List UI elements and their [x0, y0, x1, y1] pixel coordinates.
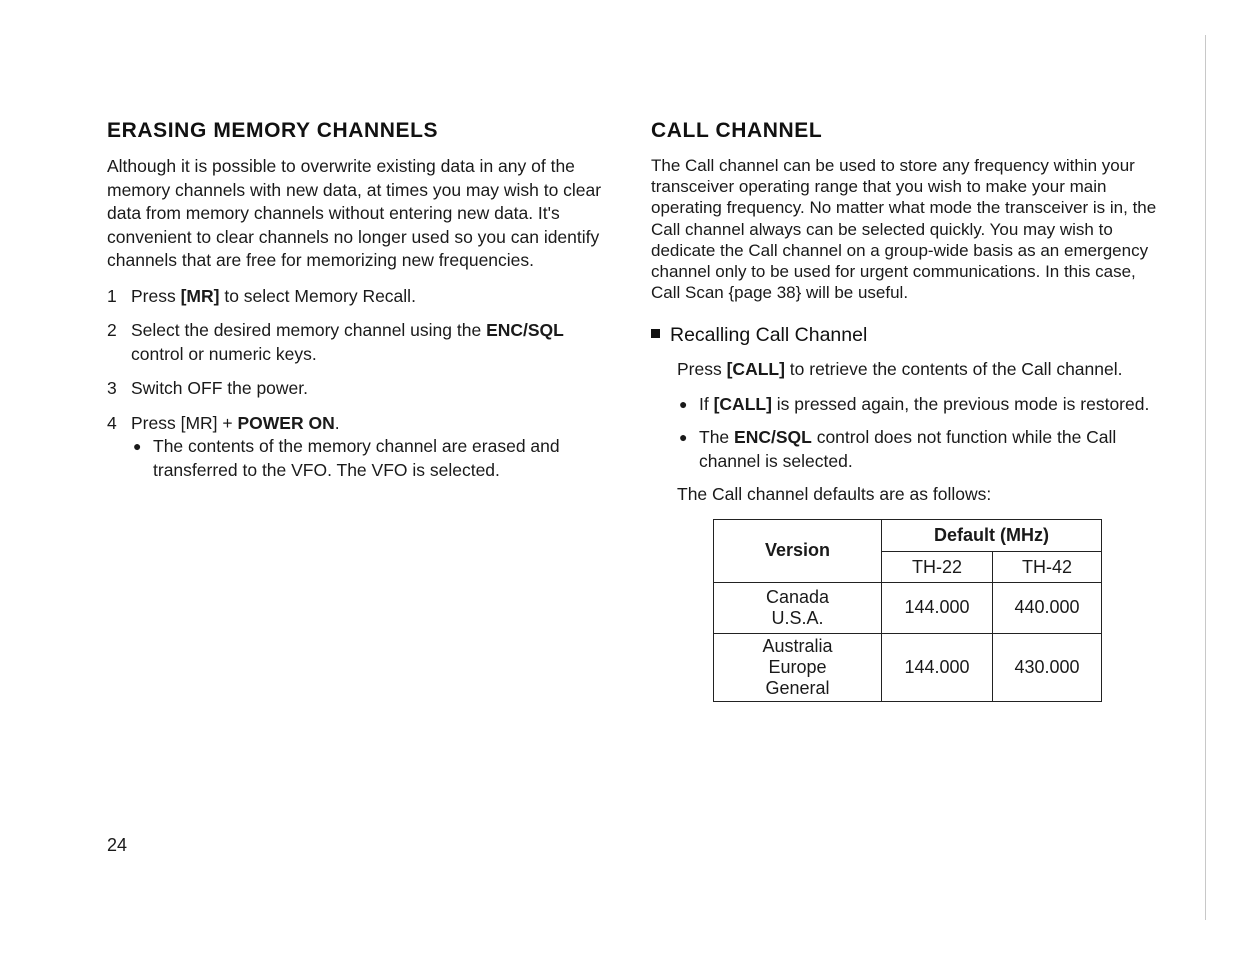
step4-bullet-list — [131, 435, 612, 482]
erasing-steps-list — [107, 285, 612, 483]
table-row — [714, 633, 1102, 701]
call-intro-paragraph: The Call channel can be used to store any frequency within your transceiver operating range that you wish to make your main operating frequency. No matter what mode the transceiver is in, the Call channel always can be selected quickly. You may wish to dedicate the Call channel on a group-wide basis as an emergency channel only to be used for urgent communications. In this case, Call Scan {page 38} will be useful. — [651, 156, 1157, 303]
version-header: Version — [714, 519, 882, 582]
step-item: 4 Press [MR] + POWER ON. ● The contents of the memory channel are erased and transferred to the VFO. The VFO is selected. — [107, 412, 612, 483]
section-heading-erasing: ERASING MEMORY CHANNELS — [107, 119, 439, 142]
model-header-a: TH-22 — [882, 552, 993, 582]
step-number: 3 — [107, 378, 117, 398]
bullet-dot-icon: ● — [133, 438, 142, 454]
subheading-recalling: Recalling Call Channel — [651, 323, 1161, 348]
call-defaults-table — [713, 519, 1102, 702]
key-label: ENC/SQL — [734, 427, 812, 448]
step-item: 2 Select the desired memory channel using the ENC/SQL control or numeric keys. — [107, 320, 564, 364]
section-heading-call: CALL CHANNEL — [651, 119, 823, 142]
model-header-b: TH-42 — [993, 552, 1102, 582]
bullet-dot-icon: ● — [679, 395, 688, 412]
page-edge-line — [1205, 35, 1206, 920]
press-call-paragraph: Press [CALL] to retrieve the contents of the Call channel. — [677, 359, 1123, 380]
key-label: [CALL] — [713, 393, 772, 414]
bullet-item: ● The ENC/SQL control does not function while the Call channel is selected. — [679, 427, 1117, 471]
step-number: 1 — [107, 285, 117, 306]
key-label: [CALL] — [726, 359, 785, 380]
key-label: [MR] — [180, 285, 220, 306]
default-header: Default (MHz) — [882, 519, 1102, 552]
defaults-intro: The Call channel defaults are as follows: — [677, 484, 992, 505]
erasing-memory-section — [107, 118, 612, 493]
step-number: 4 — [107, 412, 117, 433]
value-cell: 430.000 — [993, 633, 1102, 701]
bullet-item: ● The contents of the memory channel are erased and transferred to the VFO. The VFO is selected. — [133, 436, 560, 480]
bullet-item: ● If [CALL] is pressed again, the previous mode is restored. — [677, 393, 1161, 417]
table-header-row — [714, 519, 1102, 552]
key-label: ENC/SQL — [486, 320, 564, 340]
bullet-dot-icon: ● — [679, 429, 688, 446]
step-item: 1 Press [MR] to select Memory Recall. — [107, 285, 612, 309]
erasing-intro-paragraph: Although it is possible to overwrite existing data in any of the memory channels with new data, at times you may wish to clear data from memory channels without entering new data. It's convenient to clear channels no longer used so you can identify channels that are free for memorizing new frequencies. — [107, 156, 602, 270]
table-row — [714, 582, 1102, 633]
value-cell: 440.000 — [993, 582, 1102, 633]
step-number: 2 — [107, 320, 117, 340]
call-channel-section — [651, 118, 1161, 702]
key-label: POWER ON — [237, 412, 335, 433]
recalling-bullet-list — [677, 393, 1161, 474]
recalling-body — [677, 358, 1161, 702]
value-cell: 144.000 — [882, 582, 993, 633]
page-number: 24 — [107, 835, 128, 855]
version-cell: Australia Europe General — [714, 633, 882, 701]
value-cell: 144.000 — [882, 633, 993, 701]
version-cell: Canada U.S.A. — [714, 582, 882, 633]
square-bullet-icon — [651, 329, 660, 338]
step-item: 3 Switch OFF the power. — [107, 377, 612, 401]
